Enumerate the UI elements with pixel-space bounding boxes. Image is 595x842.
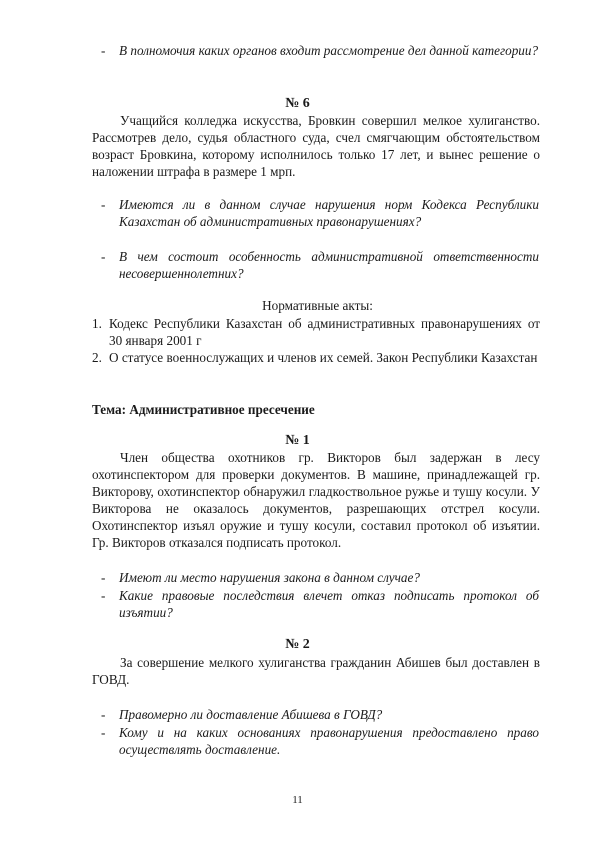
question-text: Правомерно ли доставление Абишева в ГОВД?: [119, 707, 383, 722]
question-item: [101, 587, 539, 621]
case-paragraph: [92, 654, 540, 688]
bullet-dash: -: [101, 197, 106, 212]
topic-title: Тема: Административное пресечение: [92, 402, 315, 417]
bullet-dash: -: [101, 570, 106, 585]
case-heading: № 1: [285, 433, 310, 448]
case-heading: № 2: [285, 637, 310, 652]
question-text: Имеются ли в данном случае нарушения норм Кодекса Республики Казахстан об административных правонарушениях?: [119, 197, 539, 229]
question-text: В полномочия каких органов входит рассмотрение дел данной категории?: [119, 43, 539, 58]
bullet-dash: -: [101, 725, 106, 740]
question-item: [101, 196, 539, 230]
acts-item-text: Кодекс Республики Казахстан об административных правонарушениях от 30 января 2001 г: [109, 316, 540, 348]
bullet-dash: -: [101, 43, 106, 58]
question-item: [101, 706, 539, 723]
acts-item-number: 2.: [92, 350, 102, 365]
bullet-dash: -: [101, 249, 106, 264]
question-item: [101, 248, 539, 282]
question-item: [101, 569, 539, 586]
question-text: В чем состоит особенность административной ответственности несовершеннолетних?: [119, 249, 539, 281]
question-text: Имеют ли место нарушения закона в данном случае?: [119, 570, 420, 585]
acts-list-item: [92, 349, 540, 366]
question-text: Кому и на каких основаниях правонарушения предоставлено право осуществлять доставление.: [119, 725, 539, 757]
page-number: 11: [292, 794, 303, 806]
acts-item-number: 1.: [92, 316, 102, 331]
acts-item-text: О статусе военнослужащих и членов их семей. Закон Республики Казахстан: [109, 350, 538, 365]
case-paragraph-text: Учащийся колледжа искусства, Бровкин совершил мелкое хулиганство. Рассмотрев дело, судья областного суда, счел смягчающим обстоятельством возраст Бровкина, которому исполнилось только 17 лет, и вынес решение о наложении штрафа в размере 1 мрп.: [92, 113, 540, 179]
case-paragraph: [92, 449, 540, 551]
bullet-dash: -: [101, 588, 106, 603]
question-item: [101, 42, 539, 59]
question-text: Какие правовые последствия влечет отказ подписать протокол об изъятии?: [119, 588, 539, 620]
case-paragraph: [92, 112, 540, 180]
acts-title: Нормативные акты:: [262, 298, 373, 313]
case-paragraph-text: За совершение мелкого хулиганства гражданин Абишев был доставлен в ГОВД.: [92, 655, 540, 687]
bullet-dash: -: [101, 707, 106, 722]
case-paragraph-text: Член общества охотников гр. Викторов был задержан в лесу охотинспектором для проверки документов. В машине, принадлежащей гр. Викторову, охотинспектор обнаружил гладкоствольное ружье и тушу косули. У Викторова не оказалось документов, разрешающих отстрел косули. Охотинспектор изъял оружие и тушу косули, составил протокол об изъятии. Гр. Викторов отказался подписать протокол.: [92, 450, 540, 550]
question-item: [101, 724, 539, 758]
case-heading: № 6: [285, 96, 310, 111]
acts-list-item: [92, 315, 540, 349]
